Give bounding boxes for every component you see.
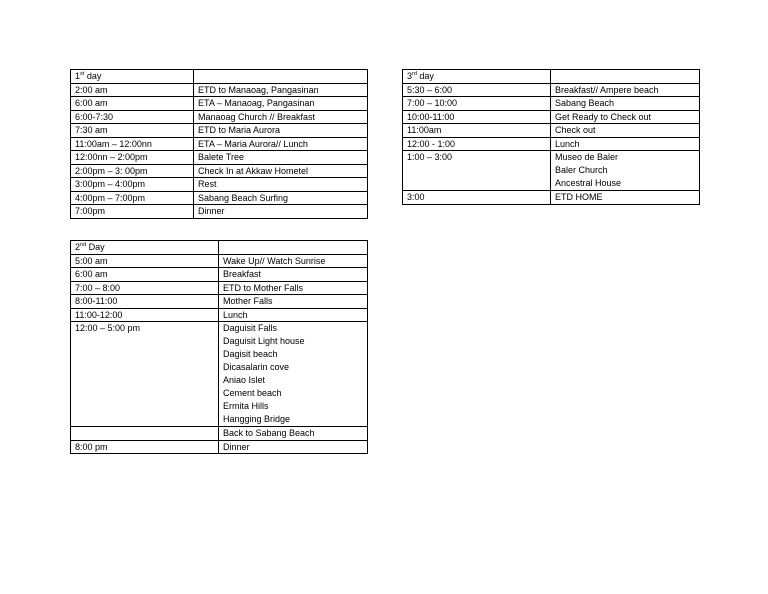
list-item: Dagisit beach (223, 349, 278, 359)
day1-heading: 1st day (71, 70, 194, 84)
day2-heading: 2nd Day (71, 241, 219, 255)
activity-cell: Lunch (219, 308, 368, 322)
activity-cell: Get Ready to Check out (551, 110, 700, 124)
activity-cell: ETD HOME (551, 191, 700, 205)
activity-list-cell (551, 151, 700, 191)
table-row (71, 191, 368, 205)
time-cell: 12:00 – 5:00 pm (71, 322, 219, 427)
table-row (403, 137, 700, 151)
activity-cell: Back to Sabang Beach (219, 427, 368, 441)
time-cell: 10:00-11:00 (403, 110, 551, 124)
table-row (71, 427, 368, 441)
time-cell: 8:00 pm (71, 440, 219, 454)
day3-rows (403, 70, 700, 205)
activity-cell: Rest (194, 178, 368, 192)
day3-heading: 3rd day (403, 70, 551, 84)
time-cell: 12:00 - 1:00 (403, 137, 551, 151)
time-cell: 7:00 – 8:00 (71, 281, 219, 295)
table-row (403, 97, 700, 111)
empty-cell (194, 70, 368, 84)
time-cell: 12:00nn – 2:00pm (71, 151, 194, 165)
list-item: Ermita Hills (223, 401, 269, 411)
activity-cell: Sabang Beach (551, 97, 700, 111)
table-header-row (71, 241, 368, 255)
list-item: Hangging Bridge (223, 414, 291, 424)
list-item: Daguisit Light house (223, 336, 305, 346)
time-cell: 5:30 – 6:00 (403, 83, 551, 97)
time-cell: 11:00am (403, 124, 551, 138)
table-row (403, 191, 700, 205)
day3-schedule-table (402, 69, 700, 205)
table-row (71, 205, 368, 219)
table-row (71, 295, 368, 309)
list-item: Dicasalarin cove (223, 362, 290, 372)
time-cell: 11:00am – 12:00nn (71, 137, 194, 151)
activity-cell: Lunch (551, 137, 700, 151)
table-row (71, 268, 368, 282)
time-cell: 2:00 am (71, 83, 194, 97)
activity-cell: Wake Up// Watch Sunrise (219, 254, 368, 268)
time-cell: 8:00-11:00 (71, 295, 219, 309)
day1-rows (71, 70, 368, 219)
list-item: Baler Church (555, 165, 608, 175)
table-row (71, 164, 368, 178)
table-row-multi (403, 151, 700, 191)
activity-cell: ETD to Mother Falls (219, 281, 368, 295)
list-item: Museo de Baler (555, 152, 619, 162)
time-cell: 1:00 – 3:00 (403, 151, 551, 191)
table-row (71, 97, 368, 111)
time-cell: 3:00pm – 4:00pm (71, 178, 194, 192)
activity-cell: Manaoag Church // Breakfast (194, 110, 368, 124)
day1-schedule-table (70, 69, 368, 219)
time-cell: 7:00 – 10:00 (403, 97, 551, 111)
activity-list-cell (219, 322, 368, 427)
time-cell: 11:00-12:00 (71, 308, 219, 322)
time-cell: 6:00-7:30 (71, 110, 194, 124)
time-cell (71, 427, 219, 441)
activity-cell: Check In at Akkaw Hometel (194, 164, 368, 178)
time-cell: 6:00 am (71, 268, 219, 282)
table-row (71, 151, 368, 165)
time-cell: 2:00pm – 3: 00pm (71, 164, 194, 178)
table-row (71, 110, 368, 124)
table-row (71, 124, 368, 138)
time-cell: 7:30 am (71, 124, 194, 138)
list-item: Cement beach (223, 388, 282, 398)
table-header-row (403, 70, 700, 84)
activity-cell: Mother Falls (219, 295, 368, 309)
list-item: Ancestral House (555, 178, 622, 188)
table-row (403, 83, 700, 97)
activity-cell: Dinner (194, 205, 368, 219)
activity-cell: ETA – Maria Aurora// Lunch (194, 137, 368, 151)
table-row (71, 440, 368, 454)
activity-cell: ETD to Manaoag, Pangasinan (194, 83, 368, 97)
table-row (403, 110, 700, 124)
table-row (71, 281, 368, 295)
time-cell: 5:00 am (71, 254, 219, 268)
table-row (71, 83, 368, 97)
table-row (71, 308, 368, 322)
time-cell: 3:00 (403, 191, 551, 205)
time-cell: 6:00 am (71, 97, 194, 111)
list-item: Daguisit Falls (223, 323, 278, 333)
table-row-multi (71, 322, 368, 427)
table-row (403, 124, 700, 138)
activity-cell: Dinner (219, 440, 368, 454)
table-header-row (71, 70, 368, 84)
activity-cell: Balete Tree (194, 151, 368, 165)
activity-cell: Breakfast// Ampere beach (551, 83, 700, 97)
table-row (71, 137, 368, 151)
activity-cell: ETA – Manaoag, Pangasinan (194, 97, 368, 111)
activity-cell: Check out (551, 124, 700, 138)
activity-cell: Breakfast (219, 268, 368, 282)
day2-rows (71, 241, 368, 454)
day2-schedule-table (70, 240, 368, 454)
table-row (71, 254, 368, 268)
time-cell: 4:00pm – 7:00pm (71, 191, 194, 205)
activity-cell: ETD to Maria Aurora (194, 124, 368, 138)
time-cell: 7:00pm (71, 205, 194, 219)
empty-cell (219, 241, 368, 255)
table-row (71, 178, 368, 192)
list-item: Aniao Islet (223, 375, 266, 385)
empty-cell (551, 70, 700, 84)
activity-cell: Sabang Beach Surfing (194, 191, 368, 205)
